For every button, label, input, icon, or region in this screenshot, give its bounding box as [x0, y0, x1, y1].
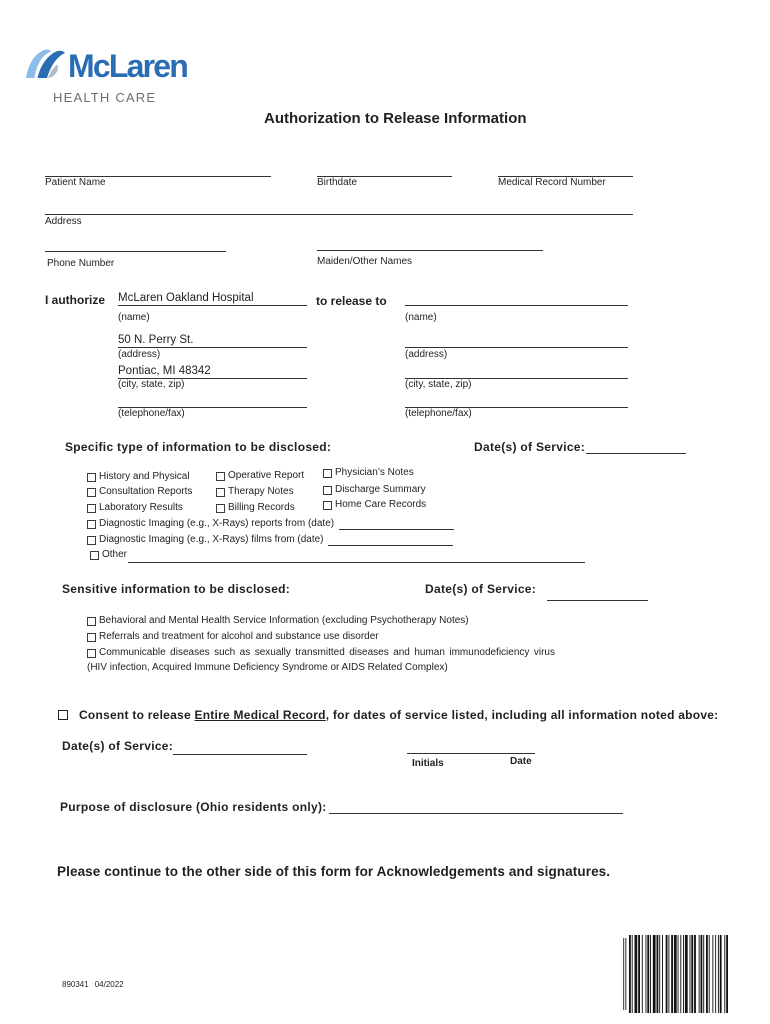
operative-report-checkbox[interactable] [216, 472, 225, 481]
barcode-bar [662, 935, 663, 1013]
other-description-field[interactable] [128, 562, 585, 563]
barcode-bar [703, 935, 704, 1013]
patient-name-label: Patient Name [45, 177, 106, 188]
other-checkbox[interactable] [90, 551, 99, 560]
consent-checkbox[interactable] [58, 710, 68, 720]
operative-report-option[interactable] [216, 470, 304, 482]
barcode-bar [701, 935, 703, 1013]
consent-entire-record-option[interactable] [58, 708, 718, 722]
barcode-bar [726, 935, 728, 1013]
home-care-records-checkbox[interactable] [323, 501, 332, 510]
barcode-bar [668, 935, 669, 1013]
sensitive-dates-of-service-label: Date(s) of Service: [425, 582, 537, 596]
substance-use-label: Referrals and treatment for alcohol and substance use disorder [99, 631, 379, 642]
barcode-bar [650, 935, 651, 1013]
specific-info-heading: Specific type of information to be disclosed: [65, 440, 332, 454]
releaser-city-state-zip-caption: (city, state, zip) [118, 379, 185, 390]
hiv-note: (HIV infection, Acquired Immune Deficiency Syndrome or AIDS Related Complex) [87, 662, 448, 673]
barcode-bar [632, 935, 633, 1013]
purpose-field[interactable] [329, 813, 623, 814]
discharge-summary-option[interactable] [323, 484, 426, 496]
initials-label: Initials [412, 758, 444, 769]
billing-records-label: Billing Records [228, 502, 295, 513]
barcode-bar [680, 935, 681, 1013]
barcode-bar [691, 935, 693, 1013]
brand-name: McLaren [68, 48, 187, 84]
releaser-city-state-zip-value: Pontiac, MI 48342 [118, 365, 211, 377]
releaser-address-value: 50 N. Perry St. [118, 334, 194, 346]
barcode-bar [712, 935, 713, 1013]
date-label: Date [510, 756, 532, 767]
recipient-name-field[interactable] [405, 291, 628, 306]
substance-use-option[interactable] [87, 631, 379, 643]
laboratory-results-label: Laboratory Results [99, 502, 183, 513]
brand-tagline: HEALTH CARE [53, 90, 157, 105]
barcode-bar [715, 935, 716, 1013]
therapy-notes-checkbox[interactable] [216, 488, 225, 497]
maiden-other-names-field[interactable] [317, 250, 543, 251]
releaser-telephone-fax-caption: (telephone/fax) [118, 408, 185, 419]
substance-use-checkbox[interactable] [87, 633, 96, 642]
form-title: Authorization to Release Information [264, 110, 527, 127]
phone-number-label: Phone Number [47, 258, 115, 269]
releaser-address-caption: (address) [118, 349, 161, 360]
barcode-bar [635, 935, 638, 1013]
maiden-other-names-label: Maiden/Other Names [317, 256, 413, 267]
consent-dates-of-service-field[interactable] [173, 754, 307, 755]
form-revision-date: 04/2022 [94, 980, 124, 989]
barcode-bar [685, 935, 688, 1013]
barcode-bar [683, 935, 684, 1013]
mclaren-swoosh-icon [25, 48, 66, 79]
behavioral-mental-health-label: Behavioral and Mental Health Service Information (excluding Psychotherapy Notes) [99, 615, 469, 626]
other-option[interactable] [90, 549, 127, 561]
laboratory-results-checkbox[interactable] [87, 504, 96, 513]
releaser-name-value: McLaren Oakland Hospital [118, 292, 254, 304]
phone-number-field[interactable] [45, 251, 226, 252]
operative-report-label: Operative Report [228, 470, 305, 481]
barcode-bar [694, 935, 696, 1013]
therapy-notes-label: Therapy Notes [228, 486, 294, 497]
consultation-reports-label: Consultation Reports [99, 486, 193, 497]
mclaren-logo [25, 45, 195, 107]
consultation-reports-option[interactable] [87, 486, 192, 498]
authorize-lead: I authorize [45, 293, 106, 307]
releaser-city-state-zip-field[interactable] [118, 364, 307, 379]
home-care-records-label: Home Care Records [335, 499, 427, 510]
discharge-summary-label: Discharge Summary [335, 484, 426, 495]
consent-suffix: , for dates of service listed, including all information noted above: [325, 708, 719, 722]
consent-emphasis: Entire Medical Record [194, 708, 326, 722]
consent-dates-of-service-label: Date(s) of Service: [62, 739, 174, 753]
therapy-notes-option[interactable] [216, 486, 294, 498]
physicians-notes-checkbox[interactable] [323, 469, 332, 478]
barcode-bar [709, 935, 710, 1013]
consent-text [79, 708, 718, 722]
barcode-bar [678, 935, 679, 1013]
consultation-reports-checkbox[interactable] [87, 488, 96, 497]
medical-record-number-label: Medical Record Number [498, 177, 606, 188]
barcode-bar [657, 935, 659, 1013]
history-and-physical-option[interactable] [87, 471, 190, 483]
imaging-reports-checkbox[interactable] [87, 520, 96, 529]
recipient-name-caption: (name) [405, 312, 437, 323]
releaser-name-field[interactable] [118, 291, 307, 306]
home-care-records-option[interactable] [323, 499, 426, 511]
barcode-bar [642, 935, 643, 1013]
sensitive-dates-of-service-field[interactable] [547, 600, 648, 601]
recipient-city-state-zip-field[interactable] [405, 364, 628, 379]
form-number-code: 890341 [62, 980, 89, 989]
imaging-reports-label: Diagnostic Imaging (e.g., X-Rays) reports from (date) [99, 518, 335, 529]
barcode-bar [659, 935, 660, 1013]
imaging-films-date-field[interactable] [328, 545, 453, 546]
barcode-bar [666, 935, 668, 1013]
recipient-city-state-zip-caption: (city, state, zip) [405, 379, 472, 390]
barcode-bar [699, 935, 700, 1013]
barcode-bar [674, 935, 677, 1013]
history-and-physical-label: History and Physical [99, 471, 190, 482]
barcode-bar [720, 935, 722, 1013]
communicable-diseases-label: Communicable diseases such as sexually transmitted diseases and human immunodeficiency virus [99, 647, 555, 658]
physicians-notes-label: Physician’s Notes [335, 467, 414, 478]
purpose-label: Purpose of disclosure (Ohio residents only): [60, 800, 327, 814]
physicians-notes-option[interactable] [323, 467, 414, 479]
barcode-bar [671, 935, 673, 1013]
releaser-telephone-fax-field[interactable] [118, 393, 307, 408]
address-field[interactable] [45, 214, 633, 215]
barcode-bar [638, 935, 640, 1013]
behavioral-mental-health-option[interactable] [87, 615, 469, 627]
recipient-address-caption: (address) [405, 349, 448, 360]
consent-prefix: Consent to release [79, 708, 191, 722]
billing-records-checkbox[interactable] [216, 504, 225, 513]
communicable-diseases-option[interactable] [87, 647, 555, 659]
imaging-reports-date-field[interactable] [339, 529, 454, 530]
billing-records-option[interactable] [216, 502, 295, 514]
address-label: Address [45, 216, 82, 227]
laboratory-results-option[interactable] [87, 502, 183, 514]
specific-dates-of-service-label: Date(s) of Service: [474, 440, 586, 454]
discharge-summary-checkbox[interactable] [323, 486, 332, 495]
barcode-bar [653, 935, 656, 1013]
imaging-reports-option[interactable] [87, 518, 334, 530]
other-label: Other [102, 549, 128, 560]
history-and-physical-checkbox[interactable] [87, 473, 96, 482]
birthdate-label: Birthdate [317, 177, 358, 188]
barcode [622, 935, 729, 1013]
barcode-bar [718, 935, 719, 1013]
imaging-films-checkbox[interactable] [87, 536, 96, 545]
releaser-address-field[interactable] [118, 333, 307, 348]
recipient-telephone-fax-field[interactable] [405, 393, 628, 408]
sensitive-info-heading: Sensitive information to be disclosed: [62, 582, 291, 596]
releaser-name-caption: (name) [118, 312, 150, 323]
imaging-films-option[interactable] [87, 534, 324, 546]
barcode-bar [629, 935, 631, 1013]
release-to-connector: to release to [316, 294, 387, 308]
recipient-telephone-fax-caption: (telephone/fax) [405, 408, 472, 419]
form-number [62, 980, 124, 990]
barcode-bar [646, 935, 647, 1013]
barcode-bar [724, 935, 725, 1013]
imaging-films-label: Diagnostic Imaging (e.g., X-Rays) films from (date) [99, 534, 324, 545]
barcode-bar [690, 935, 691, 1013]
behavioral-mental-health-checkbox[interactable] [87, 617, 96, 626]
communicable-diseases-checkbox[interactable] [87, 649, 96, 658]
recipient-address-field[interactable] [405, 333, 628, 348]
specific-dates-of-service-field[interactable] [586, 453, 686, 454]
barcode-bar [706, 935, 708, 1013]
initials-date-field[interactable] [407, 753, 535, 754]
continue-note: Please continue to the other side of this form for Acknowledgements and signatures. [57, 864, 611, 879]
barcode-bar [647, 935, 649, 1013]
